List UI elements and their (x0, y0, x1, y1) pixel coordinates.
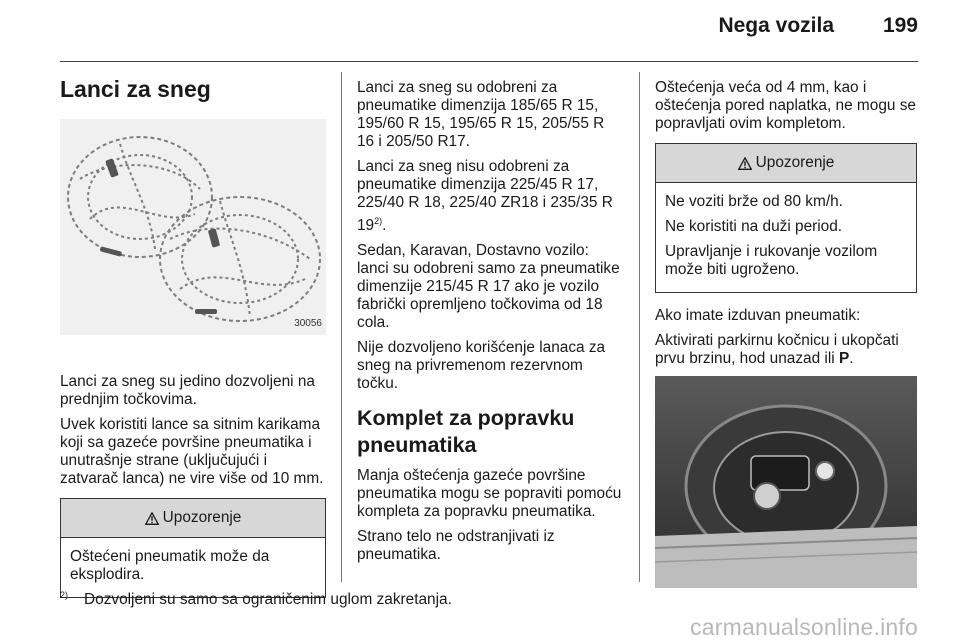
paragraph-end: . (849, 350, 854, 367)
page-number: 199 (882, 14, 918, 37)
paragraph-end: . (382, 217, 387, 234)
column-1 (60, 76, 326, 598)
paragraph: Lanci za sneg su jedino dozvoljeni na prednjim točkovima. (60, 373, 315, 408)
paragraph-text: Lanci za sneg nisu odobreni za pneumatike dimenzija 225/45 R 17, 225/40 R 18, 225/40 ZR18 i 235/35 R 19 (357, 158, 613, 234)
paragraph: Sedan, Karavan, Dostavno vozilo: lanci su odobreni samo za pneumatike dimenzije 215/45 R 17 ako je vozilo fabrički opremljeno točkovima od 18 cola. (357, 242, 620, 331)
section-heading-tire-repair-kit: Komplet za popravku pneumatika (357, 406, 575, 457)
paragraph: Strano telo ne odstranjivati iz pneumatika. (357, 528, 555, 563)
footnote-marker: 2) (60, 590, 69, 600)
watermark: carmanualsonline.info (690, 614, 918, 640)
paragraph (655, 332, 917, 368)
paragraph: Lanci za sneg su odobreni za pneumatike dimenzija 185/65 R 15, 195/60 R 15, 195/65 R 15, 205/55 R 16 i 205/50 R17. (357, 79, 605, 150)
column-3 (655, 79, 917, 588)
header-rule (60, 61, 918, 62)
warning-title: Upozorenje (162, 509, 242, 526)
warning-title: Upozorenje (755, 154, 835, 171)
warning-line: Upravljanje i rukovanje vozilom može biti ugroženo. (665, 243, 878, 278)
warning-body (656, 183, 916, 292)
trunk-repair-kit-illustration (655, 376, 917, 588)
warning-box (60, 498, 326, 598)
footnote-text: Dozvoljeni su samo sa ograničenim uglom zakretanja. (84, 591, 452, 608)
warning-body (61, 538, 325, 597)
snow-chains-illustration (60, 119, 326, 335)
warning-header (61, 499, 325, 538)
section-heading-snow-chains: Lanci za sneg (60, 76, 211, 102)
footnote-reference: 2) (374, 216, 383, 226)
column-divider-2 (639, 72, 640, 582)
column-divider-1 (341, 72, 342, 582)
image-reference-number: 30056 (294, 318, 322, 329)
warning-header (656, 144, 916, 183)
paragraph: Ako imate izduvan pneumatik: (655, 307, 861, 324)
warning-line: Ne koristiti na duži period. (665, 218, 843, 235)
warning-line: Oštećeni pneumatik može da eksplodira. (70, 548, 270, 583)
paragraph: Manja oštećenja gazeće površine pneumatika mogu se popraviti pomoću kompleta za popravku pneumatika. (357, 467, 622, 520)
warning-triangle-icon (145, 512, 159, 525)
paragraph-text: Aktivirati parkirnu kočnicu i ukopčati prvu brzinu, hod unazad ili (655, 332, 899, 367)
paragraph: Oštećenja veća od 4 mm, kao i oštećenja pored naplatka, ne mogu se popravljati ovim kompletom. (655, 79, 916, 132)
paragraph (357, 158, 623, 235)
warning-line: Ne voziti brže od 80 km/h. (665, 193, 843, 210)
footnote (60, 590, 452, 609)
paragraph: Uvek koristiti lance sa sitnim karikama koji sa gazeće površine pneumatika i unutrašnje strane (uključujući i zatvarač lanca) ne vire više od 10 mm. (60, 416, 324, 487)
warning-box (655, 143, 917, 293)
page-header-title: Nega vozila (718, 14, 834, 37)
gear-position-p: P (838, 350, 850, 367)
paragraph: Nije dozvoljeno korišćenje lanaca za sneg na privremenom rezervnom točku. (357, 339, 606, 392)
warning-triangle-icon (738, 157, 752, 170)
column-2 (357, 79, 623, 571)
trunk-repair-kit-image (655, 376, 917, 588)
snow-chains-image (60, 119, 326, 335)
